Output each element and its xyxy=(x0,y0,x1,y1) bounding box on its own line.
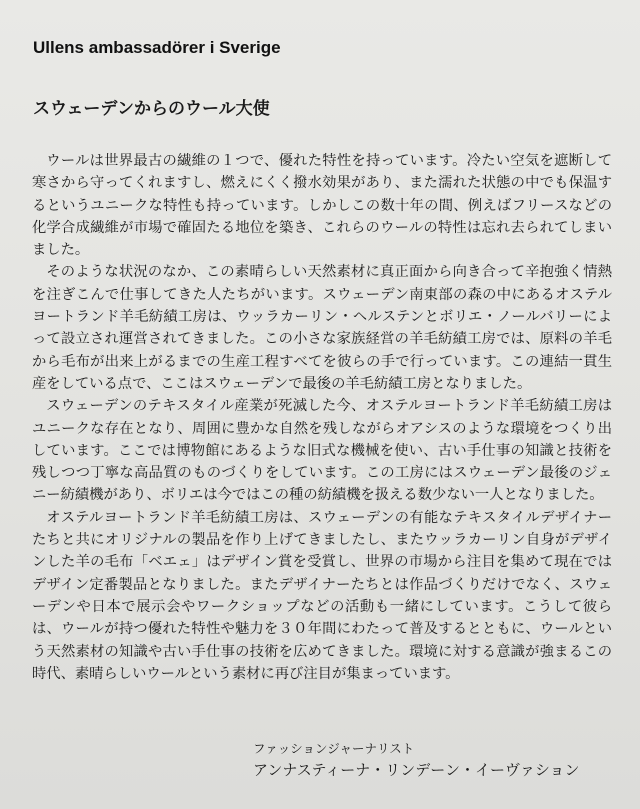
japanese-title: スウェーデンからのウール大使 xyxy=(33,99,270,119)
signature-block xyxy=(253,740,580,782)
paragraph-4: オステルヨートランド羊毛紡績工房は、スウェーデンの有能なテキスタイルデザイナーたちと共にオリジナルの製品を作り上げてきましたし、またウッラカーリン自身がデザインした羊の毛布「ベエェ」はデザイン賞を受賞し、世界の市場から注目を集めて現在ではデザイン定番製品となりました。またデザイナーたちとは作品づくりだけでなく、スウェーデンや日本で展示会やワークショップなどの活動も一緒にしています。こうして彼らは、ウールが持つ優れた特性や魅力を３０年間にわたって普及するとともに、ウールという天然素材の知識や古い手仕事の技術を広めてきました。環境に対する意識が強まるこの時代、素晴らしいウールという素材に再び注目が集まっています。 xyxy=(32,509,612,682)
paragraph-2: そのような状況のなか、この素晴らしい天然素材に真正面から向き合って辛抱強く情熱を注ぎこんで仕事してきた人たちがいます。スウェーデン南東部の森の中にあるオステルヨートランド羊毛紡績工房は、ウッラカーリン・ヘルステンとボリエ・ノールバリーによって設立され運営されてきました。この小さな家族経営の羊毛紡績工房では、原料の羊毛から毛布が出来上がるまでの生産工程すべてを彼らの手で行っています。この連結一貫生産をしている点で、ここはスウェーデンで最後の羊毛紡績工房となりました。 xyxy=(32,264,612,392)
author-name: アンナスティーナ・リンデーン・イーヴァション xyxy=(253,761,580,779)
author-role: ファッションジャーナリスト xyxy=(253,741,415,756)
article-body xyxy=(32,150,612,685)
paragraph-1: ウールは世界最古の繊維の１つで、優れた特性を持っています。冷たい空気を遮断して寒さから守ってくれますし、燃えにくく撥水効果があり、また濡れた状態の中でも保温するというユニークな特性も持っています。しかしこの数十年の間、例えばフリースなどの化学合成繊維が市場で確固たる地位を築き、これらのウールの特性は忘れ去られてしまいました。 xyxy=(32,153,612,259)
paragraph-3: スウェーデンのテキスタイル産業が死滅した今、オステルヨートランド羊毛紡績工房はユニークな存在となり、周囲に豊かな自然を残しながらオアシスのような環境をつくり出しています。ここでは博物館にあるような旧式な機械を使い、古い手仕事の知識と技術を残しつつ丁寧な高品質のものづくりをしています。この工房にはスウェーデン最後のジェニー紡績機があり、ボリエは今ではこの種の紡績機を扱える数少ない一人となりました。 xyxy=(32,398,612,504)
swedish-title: Ullens ambassadörer i Sverige xyxy=(33,38,281,57)
